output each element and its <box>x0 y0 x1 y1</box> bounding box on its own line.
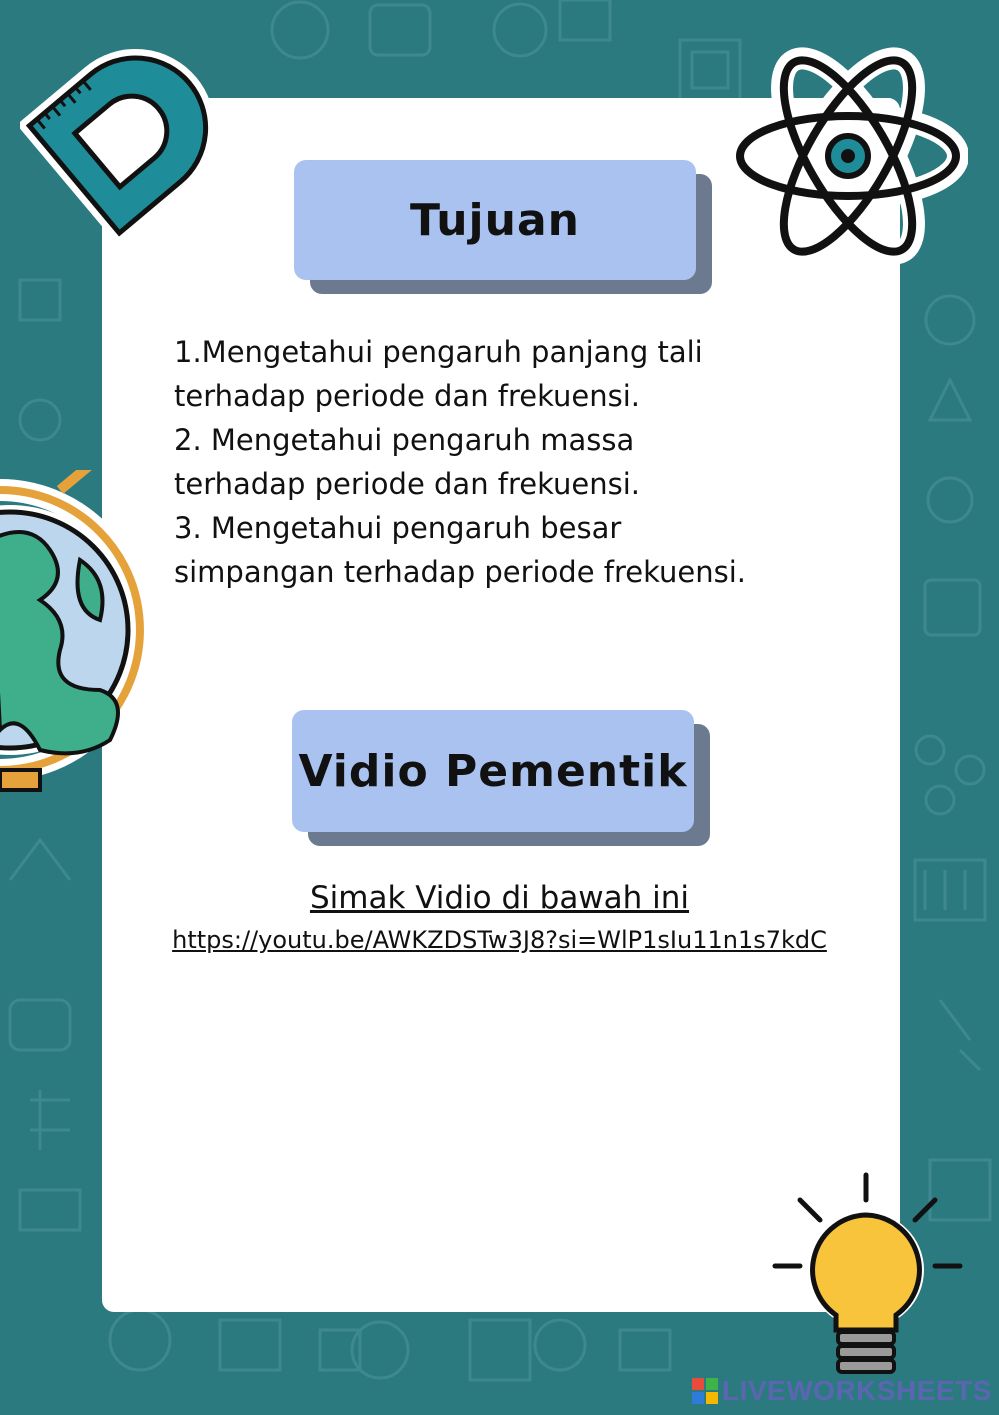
vidio-heading-box <box>292 710 694 832</box>
lightbulb-sticker <box>770 1170 970 1390</box>
objective-line: 1.Mengetahui pengaruh panjang tali <box>174 335 703 369</box>
objective-line: simpangan terhadap periode frekuensi. <box>174 555 746 589</box>
tujuan-heading-box <box>294 160 696 280</box>
content-card <box>102 98 900 1312</box>
protractor-icon <box>20 20 250 250</box>
tujuan-heading: Tujuan <box>410 194 580 246</box>
lightbulb-icon <box>770 1170 970 1390</box>
atom-sticker <box>728 38 968 268</box>
objective-line: 3. Mengetahui pengaruh besar <box>174 511 622 545</box>
objectives-list <box>174 330 834 594</box>
objective-line: terhadap periode dan frekuensi. <box>174 379 641 413</box>
liveworksheets-watermark <box>692 1374 992 1408</box>
watermark-text: LIVEWORKSHEETS <box>722 1375 992 1406</box>
globe-sticker <box>0 470 170 810</box>
objective-line: terhadap periode dan frekuensi. <box>174 467 641 501</box>
globe-icon <box>0 470 170 810</box>
objective-line: 2. Mengetahui pengaruh massa <box>174 423 635 457</box>
video-instruction: Simak Vidio di bawah ini <box>309 880 690 916</box>
vidio-heading: Vidio Pementik <box>298 745 688 797</box>
video-link[interactable]: https://youtu.be/AWKZDSTw3J8?si=WlP1sIu11n1s7kdC <box>172 926 827 954</box>
atom-icon <box>728 38 968 268</box>
liveworksheets-logo-icon <box>692 1378 718 1404</box>
protractor-sticker <box>20 20 250 250</box>
